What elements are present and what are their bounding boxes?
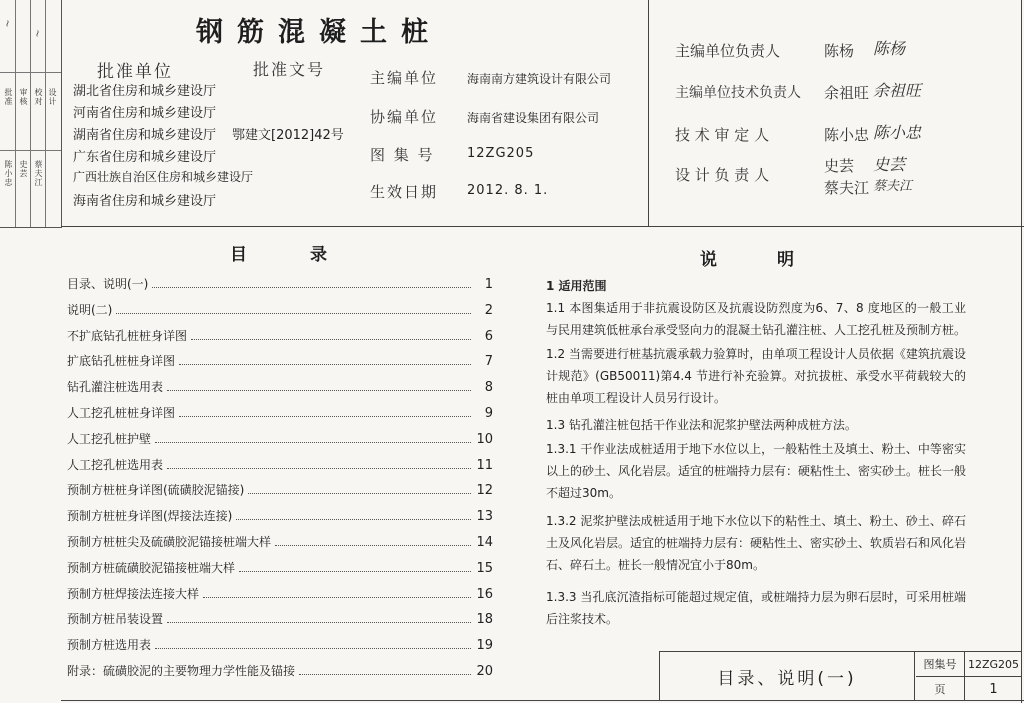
toc-row-text: 预制方桩桩身详图(硫磺胶泥锚接) bbox=[67, 483, 245, 498]
approval-doc-number: 鄂建文[2012]42号 bbox=[232, 128, 344, 143]
toc-row bbox=[67, 476, 493, 498]
toc-row bbox=[67, 554, 493, 576]
strip-name-2: 史芸 bbox=[19, 160, 28, 178]
approval-unit-3: 湖南省住房和城乡建设厅 bbox=[73, 128, 217, 143]
explanation-para-1-3-2: 1.3.2 泥浆护壁法成桩适用于地下水位以下的粘性土、填土、粉土、砂土、碎石土及风化岩层。适宜的桩端持力层有：硬粘性土、密实砂土、软质岩石和风化岩石、碎石土。桩长一般情况宜小于80m。 bbox=[546, 514, 967, 572]
toc-row-page: 9 bbox=[484, 406, 493, 421]
approval-unit-4: 广东省住房和城乡建设厅 bbox=[73, 150, 217, 165]
toc-row-text: 附录：硫磺胶泥的主要物理力学性能及锚接 bbox=[67, 664, 296, 678]
toc-row-page: 10 bbox=[476, 431, 493, 447]
toc-row-page: 8 bbox=[484, 380, 493, 396]
toc-leader-dots bbox=[236, 519, 471, 520]
explanation-section-heading: 1 适用范围 bbox=[546, 279, 607, 293]
header-divider bbox=[648, 0, 649, 227]
explanation-para-1-2: 1.2 当需要进行桩基抗震承载力验算时，由单项工程设计人员依据《建筑抗震设计规范》(GB50011)第4.4 节进行补充验算。对抗拔桩、承受水平荷载较大的桩由单项工程设计人员另行设计。 bbox=[546, 347, 966, 405]
resp-signature-1: 陈杨 bbox=[873, 39, 906, 58]
toc-row bbox=[67, 502, 493, 524]
resp-name-3: 陈小忠 bbox=[824, 126, 870, 144]
toc-row-page: 16 bbox=[476, 586, 493, 602]
approval-unit-2: 河南省住房和城乡建设厅 bbox=[73, 106, 217, 121]
toc-row-page: 11 bbox=[476, 457, 493, 473]
strip-cell-design: 设计 bbox=[48, 88, 57, 106]
title-block-page-value: 1 bbox=[989, 681, 998, 697]
toc-row-page: 19 bbox=[476, 638, 493, 654]
toc-row-page: 7 bbox=[484, 354, 493, 370]
sheet-right-border bbox=[1021, 0, 1022, 703]
resp-name-1: 陈杨 bbox=[824, 42, 855, 60]
resp-name-4a: 史芸 bbox=[824, 157, 855, 175]
resp-signature-3: 陈小忠 bbox=[873, 123, 922, 142]
explanation-title-a: 说 bbox=[700, 250, 717, 270]
toc-leader-dots bbox=[167, 622, 471, 623]
toc-leader-dots bbox=[152, 287, 471, 288]
toc-row-page: 6 bbox=[484, 328, 493, 344]
toc-leader-dots bbox=[155, 648, 471, 649]
signature-strip bbox=[0, 0, 62, 228]
title-block-name: 目录、说明(一) bbox=[660, 652, 915, 701]
toc-row bbox=[67, 528, 493, 550]
info-label-atlas-number: 图 集 号 bbox=[370, 146, 435, 164]
title-block-atlas-value: 12ZG205 bbox=[965, 652, 1022, 677]
toc-row-page: 1 bbox=[484, 277, 493, 292]
strip-signature-1: ~ bbox=[2, 18, 15, 29]
strip-name-1: 陈小忠 bbox=[4, 160, 13, 187]
info-value-chief-unit: 海南南方建筑设计有限公司 bbox=[467, 72, 612, 86]
toc-row bbox=[67, 270, 493, 292]
explanation-para-1-1: 1.1 本图集适用于非抗震设防区及抗震设防烈度为6、7、8 度地区的一般工业与民用建筑低桩承台承受竖向力的混凝土钻孔灌注桩、人工挖孔桩及预制方桩。 bbox=[546, 301, 967, 337]
toc-row-text: 目录、说明(一) bbox=[67, 277, 149, 291]
toc-leader-dots bbox=[116, 313, 471, 314]
toc-leader-dots bbox=[167, 390, 471, 391]
info-label-co-unit: 协编单位 bbox=[370, 108, 439, 126]
toc-leader-dots bbox=[203, 597, 471, 598]
strip-signature-2: ~ bbox=[32, 28, 45, 39]
approval-unit-1: 湖北省住房和城乡建设厅 bbox=[73, 84, 217, 99]
toc-leader-dots bbox=[275, 545, 471, 546]
info-value-co-unit: 海南省建设集团有限公司 bbox=[467, 111, 600, 125]
explanation-title-b: 明 bbox=[777, 250, 794, 270]
toc-row-text: 不扩底钻孔桩桩身详图 bbox=[67, 328, 188, 343]
toc-row-text: 扩底钻孔桩桩身详图 bbox=[67, 354, 176, 369]
toc-title-a: 目 bbox=[230, 245, 247, 265]
toc-row bbox=[67, 425, 493, 447]
toc-row-page: 12 bbox=[476, 483, 493, 499]
resp-signature-4a: 史芸 bbox=[873, 155, 906, 174]
toc-row-page: 18 bbox=[476, 612, 493, 628]
toc-title-b: 录 bbox=[310, 245, 327, 265]
resp-name-4b: 蔡夫江 bbox=[824, 179, 870, 197]
toc-row-text: 人工挖孔桩选用表 bbox=[67, 457, 164, 472]
info-label-chief-unit: 主编单位 bbox=[370, 69, 439, 87]
strip-name-3: 蔡夫江 bbox=[34, 160, 43, 187]
toc-row bbox=[67, 631, 493, 653]
toc-leader-dots bbox=[179, 364, 471, 365]
toc-row-text: 人工挖孔桩桩身详图 bbox=[67, 406, 176, 420]
header-bottom-border bbox=[61, 226, 1024, 227]
toc-row-text: 预制方桩选用表 bbox=[67, 638, 152, 653]
info-label-effective-date: 生效日期 bbox=[370, 183, 439, 201]
title-block bbox=[659, 651, 1022, 701]
toc-leader-dots bbox=[179, 416, 471, 417]
toc-leader-dots bbox=[191, 339, 471, 340]
toc-row-text: 说明(二) bbox=[67, 302, 113, 317]
toc-row-page: 20 bbox=[476, 664, 493, 679]
explanation-para-1-3: 1.3 钻孔灌注桩包括干作业法和泥浆护壁法两种成桩方法。 bbox=[546, 418, 857, 432]
toc-row bbox=[67, 296, 493, 318]
toc-row-page: 15 bbox=[476, 560, 493, 576]
strip-cell-check: 校对 bbox=[34, 88, 43, 106]
strip-cell-review: 审核 bbox=[19, 88, 28, 106]
title-block-atlas-label: 图集号 bbox=[916, 652, 965, 677]
toc-row bbox=[67, 373, 493, 395]
toc-row bbox=[67, 451, 493, 473]
resp-signature-2: 余祖旺 bbox=[873, 81, 922, 100]
toc-leader-dots bbox=[299, 674, 471, 675]
toc-row-text: 预制方桩焊接法连接大样 bbox=[67, 586, 200, 601]
approval-unit-6: 海南省住房和城乡建设厅 bbox=[73, 194, 217, 209]
title-block-page-label: 页 bbox=[916, 677, 965, 701]
toc-leader-dots bbox=[155, 442, 471, 443]
toc-row-text: 预制方桩硫磺胶泥锚接桩端大样 bbox=[67, 560, 236, 575]
toc-row-text: 钻孔灌注桩选用表 bbox=[67, 380, 164, 395]
toc-row-page: 13 bbox=[476, 509, 493, 525]
toc-row-text: 预制方桩吊装设置 bbox=[67, 612, 164, 627]
toc-row-page: 14 bbox=[476, 535, 493, 550]
atlas-title: 钢筋混凝土桩 bbox=[196, 17, 442, 48]
resp-signature-4b: 蔡夫江 bbox=[873, 179, 913, 194]
resp-name-2: 余祖旺 bbox=[824, 84, 870, 102]
toc-leader-dots bbox=[239, 571, 471, 572]
resp-label-1: 主编单位负责人 bbox=[675, 42, 781, 60]
toc-row bbox=[67, 322, 493, 344]
toc-leader-dots bbox=[248, 493, 471, 494]
resp-label-4: 设 计 负 责 人 bbox=[675, 166, 770, 184]
approval-doc-label: 批准文号 bbox=[253, 60, 326, 79]
approval-unit-5: 广西壮族自治区住房和城乡建设厅 bbox=[73, 170, 254, 184]
toc-row-text: 预制方桩桩身详图(焊接法连接) bbox=[67, 509, 233, 524]
toc-row-text: 人工挖孔桩护壁 bbox=[67, 431, 152, 446]
toc-row-page: 2 bbox=[484, 302, 493, 318]
info-value-effective-date: 2012. 8. 1. bbox=[467, 183, 549, 198]
resp-label-3: 技 术 审 定 人 bbox=[675, 126, 770, 144]
toc-row bbox=[67, 347, 493, 369]
approval-units-label: 批准单位 bbox=[97, 62, 173, 82]
toc-row bbox=[67, 605, 493, 627]
toc-row bbox=[67, 580, 493, 602]
resp-label-2: 主编单位技术负责人 bbox=[675, 85, 801, 101]
toc-row-text: 预制方桩桩尖及硫磺胶泥锚接桩端大样 bbox=[67, 535, 272, 549]
toc-row bbox=[67, 399, 493, 421]
explanation-para-1-3-1: 1.3.1 干作业法成桩适用于地下水位以上，一般粘性土及填土、粉土、中等密实以上的砂土、风化岩层。适宜的桩端持力层有：硬粘性土、密实砂土。桩长一般不超过30m。 bbox=[546, 442, 967, 500]
explanation-para-1-3-3: 1.3.3 当孔底沉渣指标可能超过规定值，或桩端持力层为卵石层时，可采用桩端后注浆技术。 bbox=[546, 590, 966, 626]
toc-row bbox=[67, 657, 493, 679]
strip-cell-approve: 批准 bbox=[4, 88, 13, 106]
toc-leader-dots bbox=[167, 468, 471, 469]
info-value-atlas-number: 12ZG205 bbox=[467, 146, 535, 161]
